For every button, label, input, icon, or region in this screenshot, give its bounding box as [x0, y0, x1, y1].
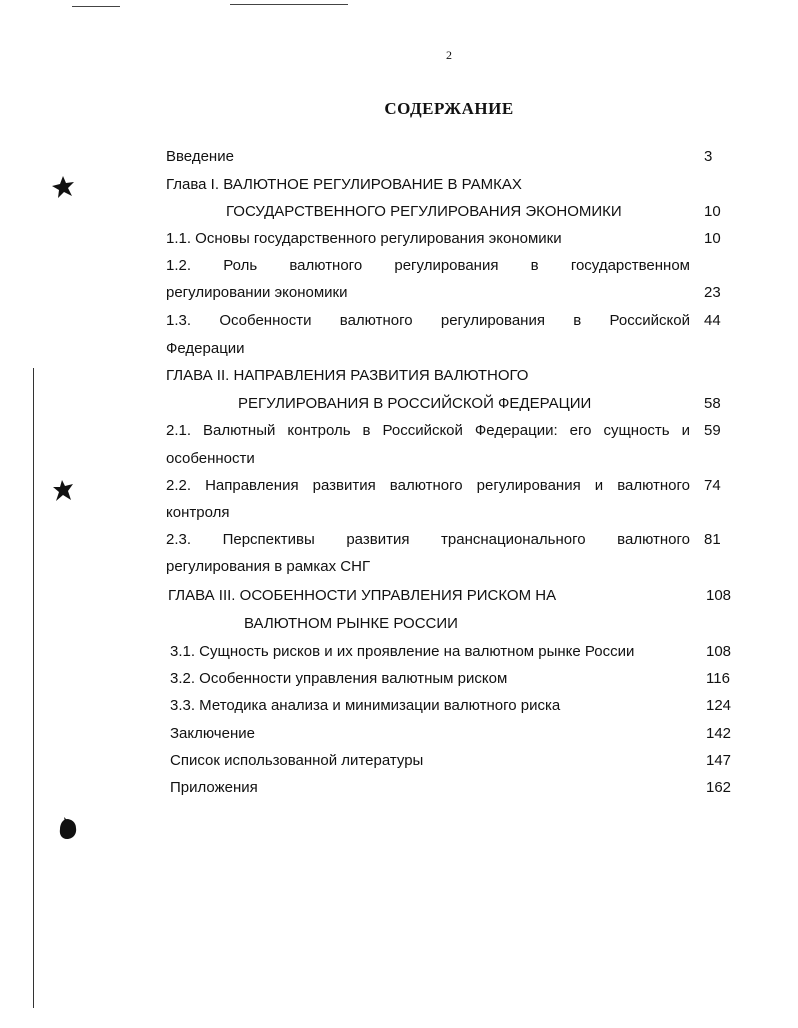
toc-chapter-1-line1: Глава I. ВАЛЮТНОЕ РЕГУЛИРОВАНИЕ В РАМКАХ — [166, 176, 522, 193]
toc-word: Российской — [382, 422, 463, 439]
toc-word: его — [569, 422, 592, 439]
toc-entry-2-1-line1 — [166, 422, 690, 440]
toc-page-number: 142 — [706, 725, 732, 742]
toc-page-number: 3 — [704, 148, 713, 165]
toc-entry-2-2-line1 — [166, 477, 690, 495]
toc-word: Направления — [205, 477, 299, 494]
toc-word: Перспективы — [222, 531, 315, 548]
toc-page-number: 81 — [704, 531, 721, 548]
scan-margin-line — [33, 368, 34, 1008]
toc-word: сущность — [603, 422, 670, 439]
page-number: 2 — [446, 48, 452, 62]
toc-word: 2.1. — [166, 422, 192, 439]
toc-word: регулирования — [476, 477, 581, 494]
toc-entry-2-1-line2: особенности — [166, 450, 255, 467]
toc-word: контроль — [287, 422, 351, 439]
toc-word: 1.2. — [166, 257, 192, 274]
toc-chapter-2-line1: ГЛАВА II. НАПРАВЛЕНИЯ РАЗВИТИЯ ВАЛЮТНОГО — [166, 367, 529, 384]
toc-word: развития — [312, 477, 376, 494]
toc-page-number: 162 — [706, 779, 732, 796]
toc-word: в — [530, 257, 539, 274]
toc-page-number: 44 — [704, 312, 721, 329]
toc-chapter-2-line2: РЕГУЛИРОВАНИЯ В РОССИЙСКОЙ ФЕДЕРАЦИИ — [238, 395, 592, 412]
toc-word: валютного — [617, 477, 690, 494]
toc-entry-intro: Введение — [166, 148, 234, 165]
toc-word: в — [362, 422, 371, 439]
scan-artifact-line — [230, 4, 348, 5]
toc-entry-1-2-line2: регулировании экономики — [166, 284, 348, 301]
scan-artifact-line — [72, 6, 120, 7]
toc-entry-3-2: 3.2. Особенности управления валютным риском — [170, 670, 508, 687]
toc-entry-appendices: Приложения — [170, 779, 258, 796]
toc-page-number: 10 — [704, 230, 721, 247]
toc-entry-1-3-line2: Федерации — [166, 340, 245, 357]
binder-hole-mark — [50, 478, 76, 504]
toc-word: 2.3. — [166, 531, 192, 548]
toc-word: транснационального — [441, 531, 586, 548]
toc-entry-1-2-line1 — [166, 257, 690, 275]
toc-entry-2-3-line2: регулирования в рамках СНГ — [166, 558, 371, 575]
toc-word: валютного — [339, 312, 413, 329]
toc-word: и — [594, 477, 604, 494]
toc-page-number: 23 — [704, 284, 721, 301]
toc-page-number: 116 — [706, 670, 730, 687]
toc-word: 2.2. — [166, 477, 192, 494]
toc-entry-1-1: 1.1. Основы государственного регулирования экономики — [166, 230, 562, 247]
toc-word: валютного — [617, 531, 690, 548]
binder-hole-mark — [50, 174, 76, 200]
toc-word: и — [681, 422, 690, 439]
toc-page-number: 74 — [704, 477, 721, 494]
toc-word: в — [573, 312, 582, 329]
toc-word: Особенности — [219, 312, 312, 329]
toc-word: валютного — [389, 477, 463, 494]
toc-page-number: 108 — [706, 643, 732, 660]
toc-chapter-3-line1: ГЛАВА III. ОСОБЕННОСТИ УПРАВЛЕНИЯ РИСКОМ НА — [168, 587, 557, 604]
toc-entry-3-1: 3.1. Сущность рисков и их проявление на валютном рынке России — [170, 643, 635, 660]
toc-word: регулирования — [394, 257, 499, 274]
binder-hole-mark — [56, 816, 80, 842]
toc-word: Валютный — [203, 422, 276, 439]
toc-page-number: 108 — [706, 587, 732, 604]
toc-word: Российской — [609, 312, 690, 329]
toc-chapter-3-line2: ВАЛЮТНОМ РЫНКЕ РОССИИ — [244, 615, 458, 632]
toc-page-number: 58 — [704, 395, 721, 412]
toc-word: 1.3. — [166, 312, 192, 329]
toc-chapter-1-line2: ГОСУДАРСТВЕННОГО РЕГУЛИРОВАНИЯ ЭКОНОМИКИ — [226, 203, 622, 220]
toc-page-number: 147 — [706, 752, 732, 769]
toc-word: государственном — [570, 257, 690, 274]
toc-page-number: 59 — [704, 422, 721, 439]
toc-word: Роль — [223, 257, 258, 274]
toc-word: развития — [346, 531, 410, 548]
toc-word: регулирования — [440, 312, 545, 329]
toc-word: Федерации: — [474, 422, 558, 439]
toc-entry-3-3: 3.3. Методика анализа и минимизации валютного риска — [170, 697, 561, 714]
toc-entry-1-3-line1 — [166, 312, 690, 330]
toc-word: валютного — [289, 257, 363, 274]
toc-entry-2-3-line1 — [166, 531, 690, 549]
toc-entry-conclusion: Заключение — [170, 725, 255, 742]
toc-entry-references: Список использованной литературы — [170, 752, 424, 769]
toc-entry-2-2-line2: контроля — [166, 504, 230, 521]
toc-page-number: 10 — [704, 203, 721, 220]
page-title: СОДЕРЖАНИЕ — [384, 99, 514, 118]
toc-page-number: 124 — [706, 697, 732, 714]
